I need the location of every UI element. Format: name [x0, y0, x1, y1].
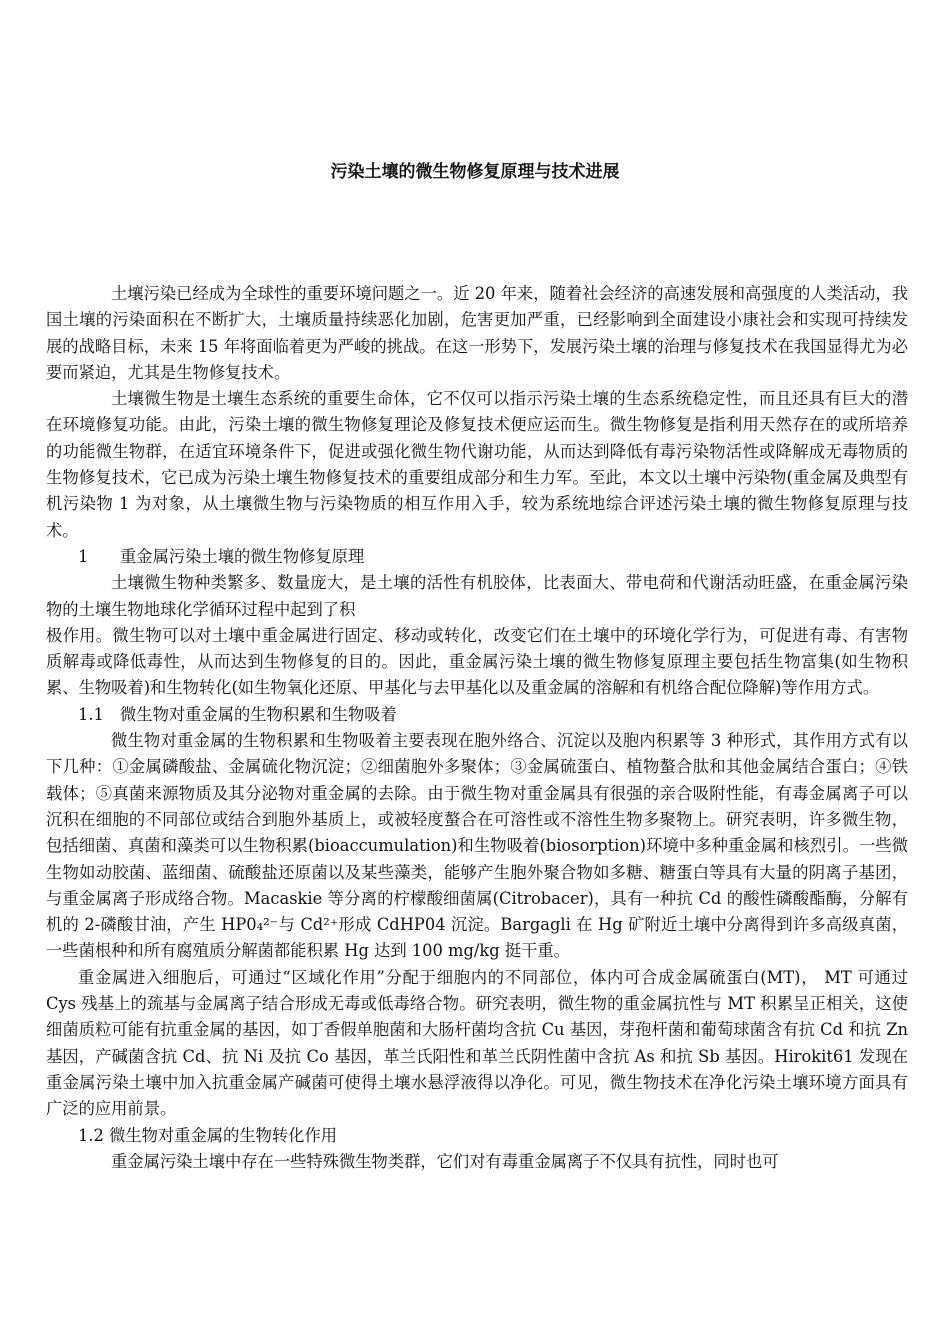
paragraph-metallothionein: 重金属进入细胞后，可通过“区域化作用”分配于细胞内的不同部位，体内可合成金属硫蛋白(MT)， MT 可通过 Cys 残基上的巯基与金属离子结合形成无毒或低毒络合物。研究表明，微生物的重金属抗性与 MT 积累呈正相关，这使细菌质粒可能有抗重金属的基因，如丁香假单胞菌和大肠杆菌均含抗 Cu 基因，芽孢杆菌和葡萄球菌含有抗 Cd 和抗 Zn 基因，产碱菌含抗 Cd、抗 Ni 及抗 Co 基因，革兰氏阳性和革兰氏阴性菌中含抗 As 和抗 Sb 基因。Hirokit61 发现在重金属污染土壤中加入抗重金属产碱菌可使得土壤水悬浮液得以净化。可见，微生物技术在净化污染土壤环境方面具有广泛的应用前景。 [46, 967, 908, 1119]
document-title: 污染土壤的微生物修复原理与技术进展 [330, 162, 620, 182]
section-heading-1-1 [46, 702, 908, 728]
paragraph-intro: 土壤污染已经成为全球性的重要环境问题之一。近 20 年来，随着社会经济的高速发展和高强度的人类活动，我国土壤的污染面积在不断扩大，土壤质量持续恶化加剧，危害更加严重，已经影响到全面建设小康社会和实现可持续发展的战略目标，未来 15 年将面临着更为严峻的挑战。在这一形势下，发展污染土壤的治理与修复技术在我国显得尤为必要而紧迫，尤其是生物修复技术。 [46, 284, 908, 382]
section-title: 重金属污染土壤的微生物修复原理 [120, 546, 365, 566]
section-number: 1.1 [78, 704, 104, 724]
paragraph-biotransformation: 重金属污染土壤中存在一些特殊微生物类群，它们对有毒重金属离子不仅具有抗性，同时也可 [111, 1151, 779, 1171]
section-heading-1-2: 1.2 微生物对重金属的生物转化作用 [78, 1125, 338, 1145]
paragraph-soil-microbes: 土壤微生物是土壤生态系统的重要生命体，它不仅可以指示污染土壤的生态系统稳定性，而且还具有巨大的潜在环境修复功能。由此，污染土壤的微生物修复理论及修复技术便应运而生。微生物修复是指利用天然存在的或所培养的功能微生物群，在适宜环境条件下，促进或强化微生物代谢功能，从而达到降低有毒污染物活性或降解成无毒物质的生物修复技术，它已成为污染土壤生物修复技术的重要组成部分和生力军。至此，本文以土壤中污染物(重金属及典型有机污染物 1 为对象，从土壤微生物与污染物质的相互作用入手，较为系统地综合评述污染土壤的微生物修复原理与技术。 [46, 389, 908, 540]
section-heading-1 [46, 544, 908, 570]
paragraph-heavy-metal-b: 极作用。微生物可以对土壤中重金属进行固定、移动或转化，改变它们在土壤中的环境化学行为，可促进有毒、有害物质解毒或降低毒性，从而达到生物修复的目的。因此，重金属污染土壤的微生物修复原理主要包括生物富集(如生物积累、生物吸着)和生物转化(如生物氧化还原、甲基化与去甲基化以及重金属的溶解和有机络合配位降解)等作用方式。 [46, 625, 908, 698]
section-title: 微生物对重金属的生物积累和生物吸着 [120, 704, 397, 724]
section-number: 1 [78, 546, 89, 566]
paragraph-bioaccumulation: 微生物对重金属的生物积累和生物吸着主要表现在胞外络合、沉淀以及胞内积累等 3 种形式，其作用方式有以下几种：①金属磷酸盐、金属硫化物沉淀；②细菌胞外多聚体；③金属硫蛋白、植物螯合肽和其他金属结合蛋白；④铁载体；⑤真菌来源物质及其分泌物对重金属的去除。由于微生物对重金属具有很强的亲合吸附性能，有毒金属离子可以沉积在细胞的不同部位或结合到胞外基质上，或被轻度螯合在可溶性或不溶性生物多聚物上。研究表明，许多微生物，包括细菌、真菌和藻类可以生物积累(bioaccumulation)和生物吸着(biosorption)环境中多种重金属和核烈引。一些微生物如动胶菌、蓝细菌、硫酸盐还原菌以及某些藻类，能够产生胞外聚合物如多糖、糖蛋白等具有大量的阴离子基团，与重金属离子形成络合物。Macaskie 等分离的柠檬酸细菌属(Citrobacer)，具有一种抗 Cd 的酸性磷酸酯酶，分解有机的 2-磷酸甘油，产生 HP0₄²⁻与 Cd²⁺形成 CdHP04 沉淀。Bargagli 在 Hg 矿附近土壤中分离得到许多高级真菌，一些菌根种和所有腐殖质分解菌都能积累 Hg 达到 100 mg/kg 挺干重。 [46, 731, 908, 961]
document-body [46, 281, 908, 1175]
paragraph-heavy-metal-a: 土壤微生物种类繁多、数量庞大，是土壤的活性有机胶体，比表面大、带电荷和代谢活动旺盛，在重金属污染物的土壤生物地球化学循环过程中起到了积 [46, 573, 908, 619]
